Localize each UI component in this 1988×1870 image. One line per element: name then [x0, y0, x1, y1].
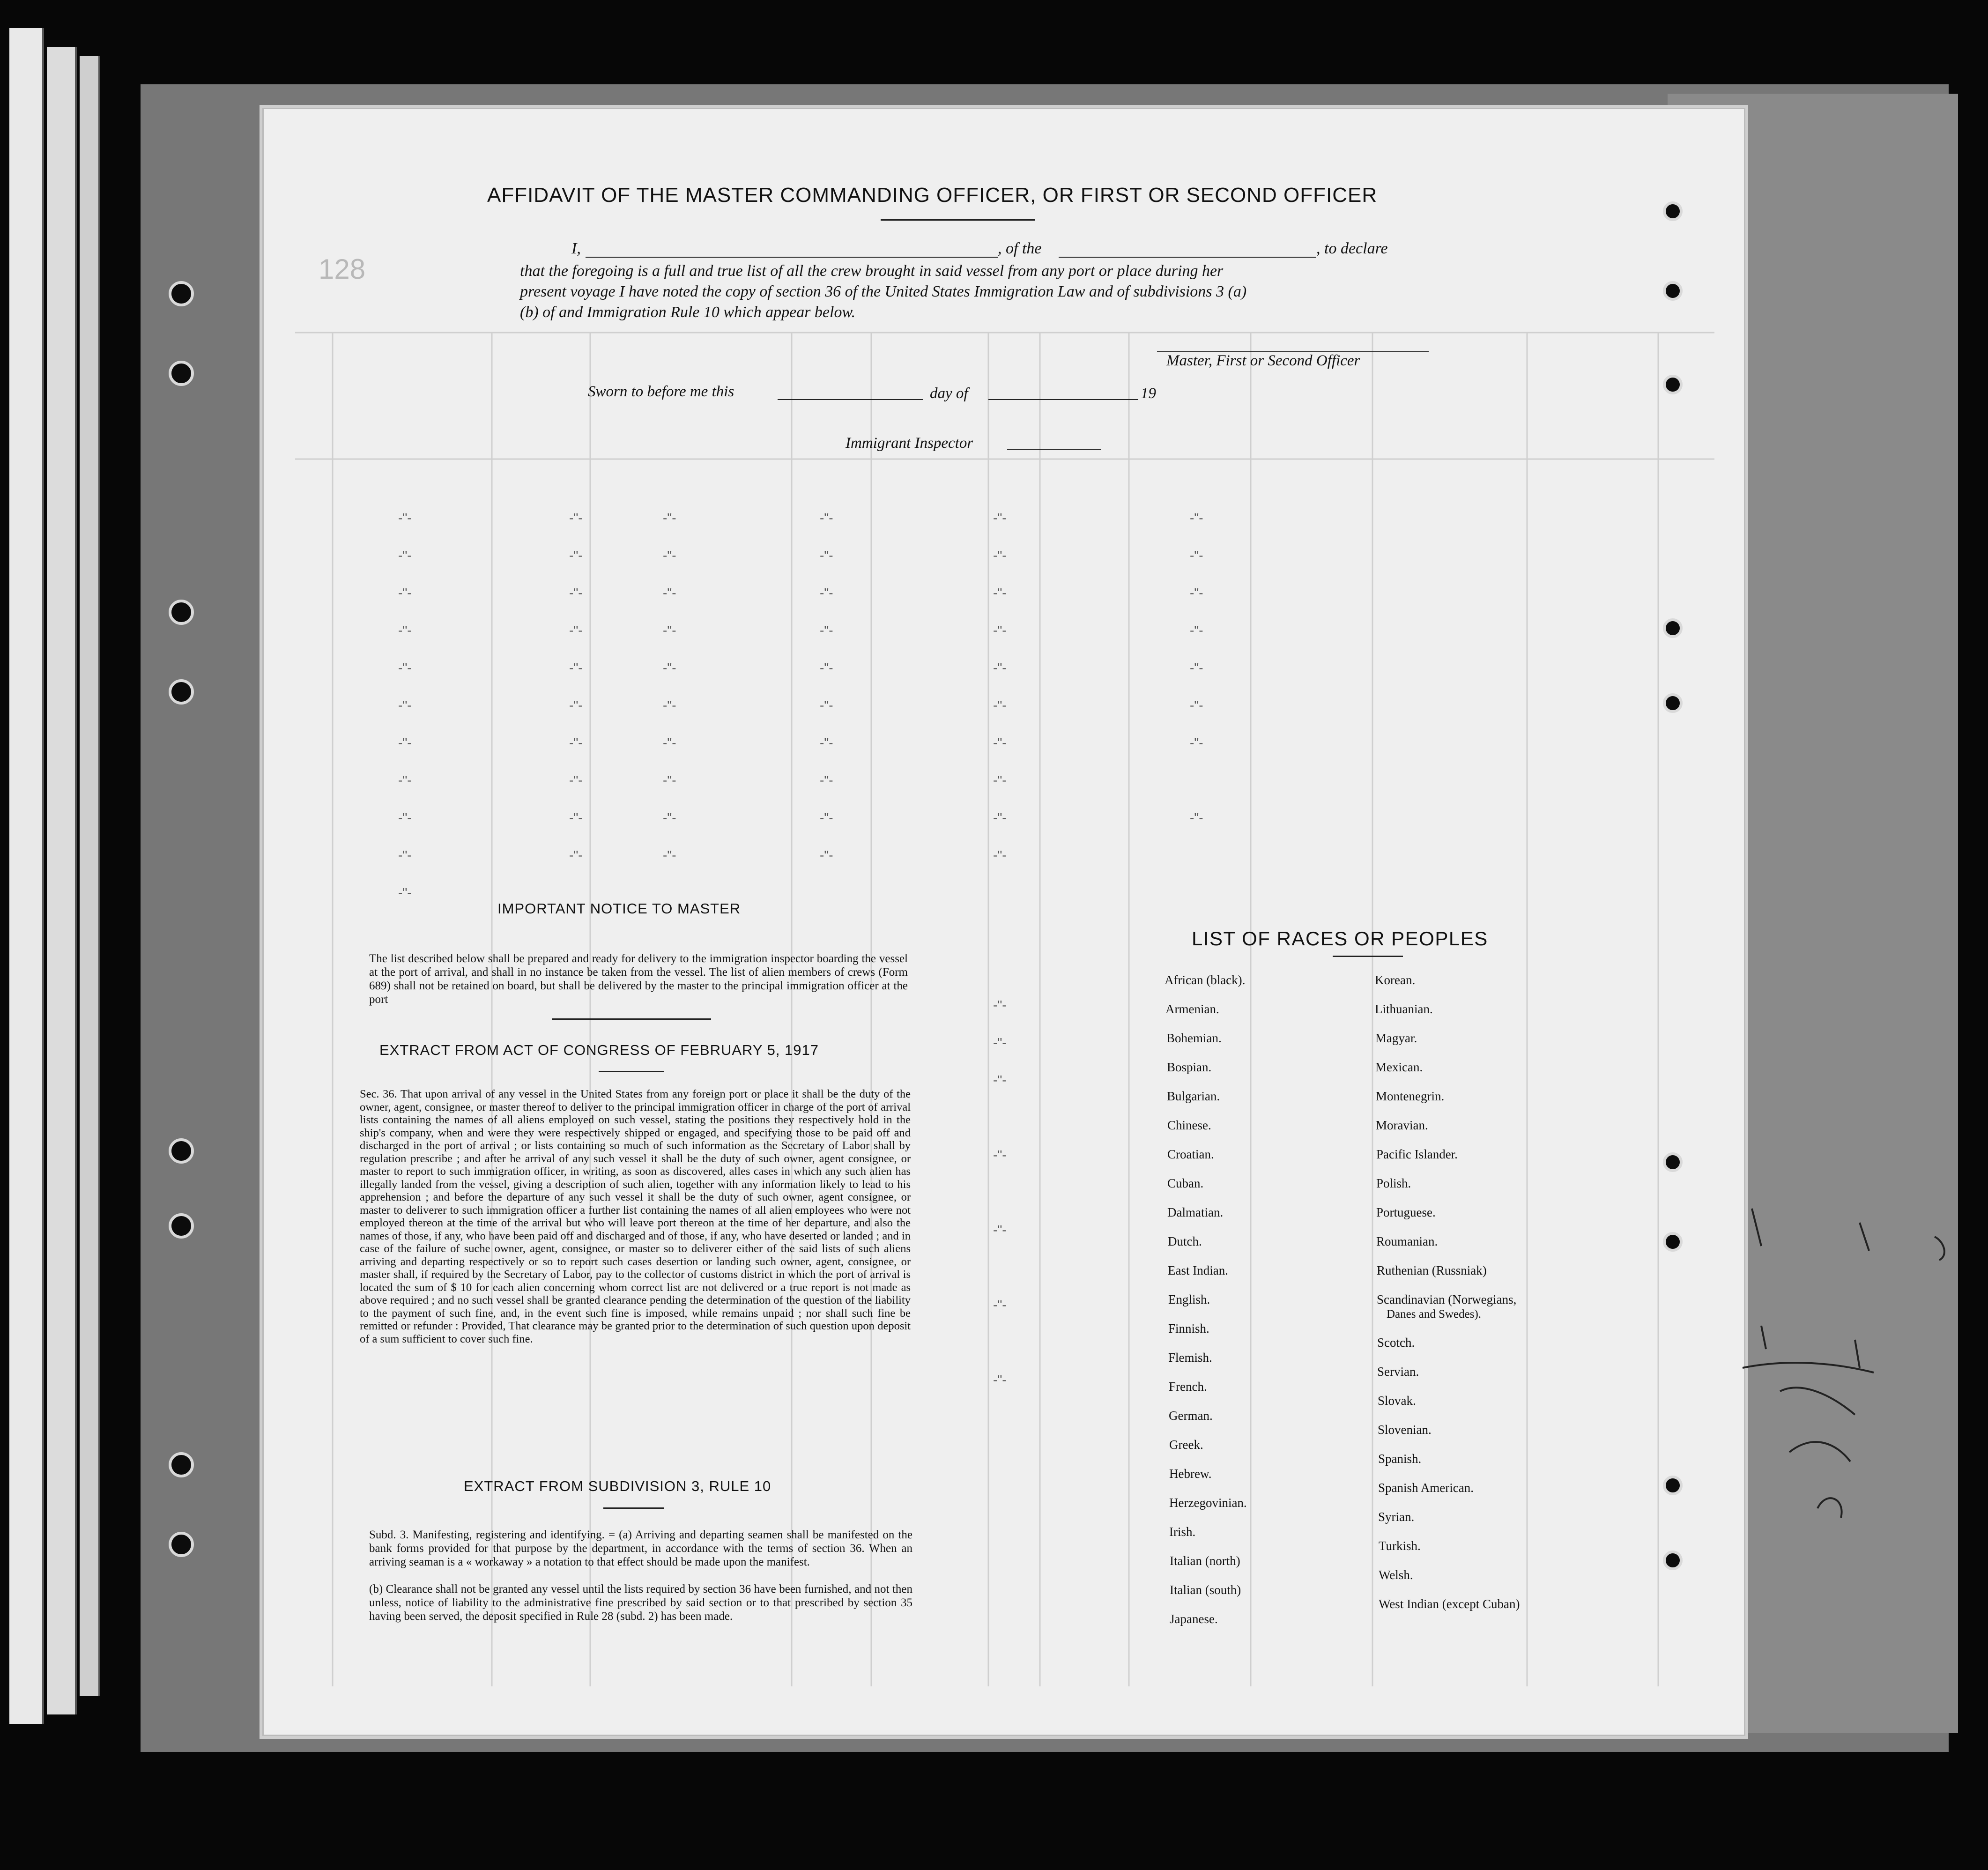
race-item: Slovenian. [1378, 1423, 1432, 1437]
ditto-mark: -"- [398, 623, 412, 638]
race-item: Mexican. [1375, 1060, 1423, 1074]
ditto-mark: -"- [993, 848, 1007, 862]
ditto-mark: -"- [993, 1148, 1007, 1162]
race-item: Scandinavian (Norwegians, [1377, 1292, 1517, 1306]
ditto-mark: -"- [663, 698, 676, 712]
divider [1333, 956, 1403, 957]
race-item: Spanish American. [1378, 1481, 1474, 1495]
punch-hole [1663, 201, 1683, 221]
ditto-mark: -"- [398, 511, 412, 525]
race-item: Greek. [1169, 1438, 1203, 1452]
ditto-mark: -"- [663, 660, 676, 675]
races-title: LIST OF RACES OR PEOPLES [1192, 928, 1488, 950]
race-item: English. [1168, 1292, 1210, 1306]
race-item: Italian (north) [1170, 1554, 1240, 1568]
ditto-mark: -"- [398, 848, 412, 862]
ditto-mark: -"- [820, 660, 833, 675]
race-item: Slovak. [1378, 1394, 1416, 1408]
page-number-ghost: 128 [319, 253, 366, 285]
race-item: Lithuanian. [1375, 1002, 1433, 1016]
month-blank-line [988, 399, 1138, 400]
ditto-mark: -"- [569, 511, 583, 525]
affidavit-line-i: I, [571, 240, 581, 257]
ditto-mark: -"- [569, 735, 583, 750]
paper-strip [80, 56, 100, 1696]
ditto-mark: -"- [1190, 548, 1203, 563]
race-item: Flemish. [1168, 1351, 1212, 1365]
ditto-mark: -"- [1190, 698, 1203, 712]
ditto-mark: -"- [398, 735, 412, 750]
ditto-mark: -"- [993, 773, 1007, 787]
ditto-mark: -"- [569, 698, 583, 712]
race-item: Turkish. [1379, 1539, 1421, 1553]
race-item: Bohemian. [1166, 1031, 1222, 1045]
affidavit-line-4: (b) of and Immigration Rule 10 which appear below. [520, 304, 856, 321]
race-item: Servian. [1377, 1365, 1419, 1379]
ditto-mark: -"- [1190, 735, 1203, 750]
race-item: East Indian. [1168, 1263, 1228, 1277]
ditto-mark: -"- [993, 623, 1007, 638]
rule-title: EXTRACT FROM SUBDIVISION 3, RULE 10 [464, 1478, 771, 1494]
race-item: Roumanian. [1376, 1234, 1438, 1248]
ditto-mark: -"- [569, 548, 583, 563]
ditto-mark: -"- [993, 660, 1007, 675]
race-item: Montenegrin. [1376, 1089, 1445, 1103]
race-item: Italian (south) [1170, 1583, 1241, 1597]
ditto-mark: -"- [820, 735, 833, 750]
race-item: Polish. [1376, 1176, 1411, 1190]
binder-hole [169, 679, 194, 705]
binder-hole [169, 600, 194, 625]
ditto-mark: -"- [569, 623, 583, 638]
ditto-mark: -"- [993, 810, 1007, 825]
inspector-blank-line [1007, 449, 1101, 450]
ditto-mark: -"- [820, 511, 833, 525]
race-item: Armenian. [1165, 1002, 1219, 1016]
ditto-mark: -"- [663, 623, 676, 638]
year-label: 19 [1141, 385, 1156, 402]
ditto-mark: -"- [398, 660, 412, 675]
act-title: EXTRACT FROM ACT OF CONGRESS OF FEBRUARY 5, 1917 [379, 1042, 819, 1058]
race-item: Dutch. [1168, 1234, 1202, 1248]
race-item: Finnish. [1168, 1321, 1209, 1336]
race-item: Cuban. [1167, 1176, 1204, 1190]
ditto-mark: -"- [820, 548, 833, 563]
ditto-mark: -"- [1190, 623, 1203, 638]
race-item: Spanish. [1378, 1452, 1422, 1466]
ditto-mark: -"- [663, 810, 676, 825]
ditto-mark: -"- [569, 586, 583, 600]
divider [603, 1507, 664, 1509]
ditto-mark: -"- [993, 1373, 1007, 1387]
affidavit-line-2: that the foregoing is a full and true list of all the crew brought in said vessel from any port or place during her [520, 262, 1224, 280]
ditto-mark: -"- [398, 548, 412, 563]
ditto-mark: -"- [820, 848, 833, 862]
race-item: Irish. [1169, 1525, 1196, 1539]
ditto-mark: -"- [993, 511, 1007, 525]
notice-text: The list described below shall be prepared and ready for delivery to the immigration inspector boarding the vessel at the port of arrival, and shall in no instance be taken from the vessel. The list of alien members of crews (Form 689) shall not be retained on board, but shall be delivered by the master to the principal immigration officer at the port [369, 952, 908, 1006]
affidavit-line-of-the: , of the [998, 240, 1042, 257]
ditto-mark: -"- [569, 848, 583, 862]
race-item: French. [1169, 1380, 1207, 1394]
act-text: Sec. 36. That upon arrival of any vessel in the United States from any foreign port or place it shall be the duty of the owner, agent, consignee, or master thereof to deliver to the principal immigration officer in charge of the port of arrival lists containing the names of all aliens employed on such vessel, stating the positions they respectively hold in the ship's company, when and were they were respectively shipped or engaged, and specifying those to be paid off and discharged in the port of arrival ; or lists containing so much of such information as the Secretary of Labor shall by regulation prescribe ; and after he arrival of any such vessel it shall be the duty of such owner, agent consignee, or master to report to such immigration officer, in writing, as soon as discovered, alles cases in which any such alien has illegally landed from the vessel, giving a description of such alien, together with any information likely to lead to his apprehension ; and before the departure of any such vessel it shall be the duty of such owner, agent consignee, or master to deliverer to such immigration officer a further list containing the names of all alien employees who were not employed thereon at the time of the arrival but who will leave port thereon at the time of her departure, and also the names of those, if any, who have been paid off and discharged and of those, if any, who have deserted or landed ; and in case of the failure of suche owner, agent, consignee, or master so to deliverer either of the said lists of such aliens arriving and departing respectively or so to report such cases desertion or landing such owner, agent, consignee, or master shall, if required by the Secretary of Labor, pay to the collector of customs district in which the port of arrival is located the sum of $ 10 for each alien concerning whom correct list are not delivered or a true report is not made as above required ; and no such vessel shall be granted clearance pending the determination of the question of the liability to the payment of such fine, and, in the event such fine is imposed, while remains unpaid ; nor shall such fine be remitted or refunder : Provided, That clearance may be granted prior to the determination of such question upon deposit of a sum sufficient to cover such fine. [360, 1088, 911, 1345]
name-blank-line [586, 257, 998, 258]
day-of-label: day of [930, 385, 968, 402]
vessel-blank-line [1059, 257, 1316, 258]
bleed-through-table-grid [295, 328, 1714, 1710]
binder-hole [169, 361, 194, 386]
ditto-mark: -"- [993, 735, 1007, 750]
ditto-mark: -"- [993, 698, 1007, 712]
ditto-mark: -"- [820, 698, 833, 712]
race-item: West Indian (except Cuban) [1379, 1597, 1520, 1611]
affidavit-line-to-declare: , to declare [1316, 240, 1388, 257]
paper-strip [47, 47, 77, 1714]
ditto-mark: -"- [993, 1298, 1007, 1312]
ditto-mark: -"- [569, 660, 583, 675]
race-item: Pacific Islander. [1376, 1147, 1458, 1161]
ditto-mark: -"- [569, 773, 583, 787]
divider [552, 1018, 711, 1020]
race-item: Bospian. [1167, 1060, 1212, 1074]
race-item: Hebrew. [1169, 1467, 1212, 1481]
ditto-mark: -"- [993, 1035, 1007, 1050]
affidavit-line-3: present voyage I have noted the copy of section 36 of the United States Immigration Law and of subdivisions 3 (a) [520, 283, 1247, 300]
binder-hole [169, 1213, 194, 1239]
divider [881, 219, 1035, 221]
punch-hole [1663, 281, 1683, 301]
race-item: German. [1169, 1409, 1213, 1423]
ditto-mark: -"- [663, 586, 676, 600]
race-item: Syrian. [1378, 1510, 1415, 1524]
master-label: Master, First or Second Officer [1166, 352, 1360, 369]
race-item: Croatian. [1167, 1147, 1214, 1161]
paper-strip [9, 28, 44, 1724]
handwriting-marks [1733, 1171, 1958, 1593]
ditto-mark: -"- [569, 810, 583, 825]
ditto-mark: -"- [663, 848, 676, 862]
ditto-mark: -"- [398, 885, 412, 900]
ditto-mark: -"- [1190, 660, 1203, 675]
race-item: Dalmatian. [1167, 1205, 1224, 1219]
inspector-label: Immigrant Inspector [846, 435, 973, 452]
affidavit-title: AFFIDAVIT OF THE MASTER COMMANDING OFFICER, OR FIRST OR SECOND OFFICER [487, 184, 1378, 207]
race-item: Moravian. [1376, 1118, 1428, 1132]
race-item: Chinese. [1167, 1118, 1211, 1132]
race-item: Magyar. [1375, 1031, 1417, 1045]
ditto-mark: -"- [1190, 810, 1203, 825]
race-item: Portuguese. [1376, 1205, 1436, 1219]
ditto-mark: -"- [820, 773, 833, 787]
race-item-continuation: Danes and Swedes). [1387, 1308, 1482, 1321]
ditto-mark: -"- [993, 548, 1007, 563]
notice-title: IMPORTANT NOTICE TO MASTER [497, 900, 741, 917]
ditto-mark: -"- [820, 810, 833, 825]
race-item: Bulgarian. [1167, 1089, 1220, 1103]
binder-hole [169, 1532, 194, 1557]
race-item: Herzegovinian. [1169, 1496, 1247, 1510]
ditto-mark: -"- [993, 998, 1007, 1012]
ditto-mark: -"- [993, 1073, 1007, 1087]
ditto-mark: -"- [1190, 511, 1203, 525]
binder-hole [169, 281, 194, 306]
ditto-mark: -"- [663, 773, 676, 787]
ditto-mark: -"- [398, 810, 412, 825]
race-item: African (black). [1165, 973, 1246, 987]
ditto-mark: -"- [663, 735, 676, 750]
rule-text-b: (b) Clearance shall not be granted any vessel until the lists required by section 36 have been furnished, and not then unless, notice of liability to the administrative fine prescribed by said section or to that prescribed by section 35 having been served, the deposit specified in Rule 28 (subd. 2) has been made. [369, 1583, 912, 1623]
rule-text-a: Subd. 3. Manifesting, registering and identifying. = (a) Arriving and departing seamen shall be manifested on the bank forms provided for that purpose by the department, in accordance with the terms of section 36. When an arriving seaman is a « workaway » a notation to that effect should be made upon the manifest. [369, 1529, 912, 1568]
divider [599, 1071, 664, 1072]
day-blank-line [778, 399, 923, 400]
ditto-mark: -"- [993, 1223, 1007, 1237]
binder-hole [169, 1452, 194, 1477]
ditto-mark: -"- [1190, 586, 1203, 600]
binder-hole [169, 1138, 194, 1164]
race-item: Japanese. [1170, 1612, 1218, 1626]
race-item: Ruthenian (Russniak) [1377, 1263, 1487, 1277]
ditto-mark: -"- [663, 511, 676, 525]
ditto-mark: -"- [398, 773, 412, 787]
sworn-label: Sworn to before me this [588, 383, 734, 400]
ditto-mark: -"- [398, 586, 412, 600]
left-paper-strips [0, 28, 155, 1724]
race-item: Welsh. [1379, 1568, 1413, 1582]
ditto-mark: -"- [398, 698, 412, 712]
ditto-mark: -"- [993, 586, 1007, 600]
ditto-mark: -"- [663, 548, 676, 563]
race-item: Scotch. [1377, 1336, 1415, 1350]
ditto-mark: -"- [820, 623, 833, 638]
ditto-mark: -"- [820, 586, 833, 600]
race-item: Korean. [1375, 973, 1416, 987]
